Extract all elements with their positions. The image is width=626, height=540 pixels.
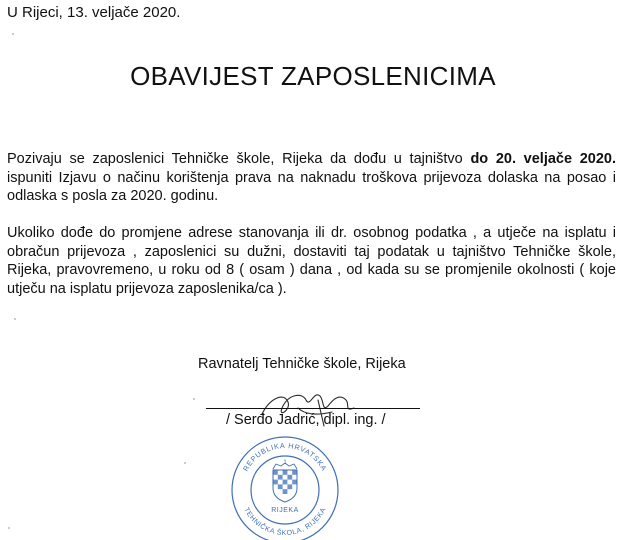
seal-city: RIJEKA	[271, 507, 299, 514]
scan-speck	[12, 33, 14, 35]
scan-speck	[14, 318, 16, 320]
seal-top-text-path: REPUBLIKA HRVATSKA	[240, 440, 330, 473]
scan-speck	[193, 398, 195, 400]
page-title: OBAVIJEST ZAPOSLENICIMA	[130, 61, 496, 91]
signer-title: Ravnatelj Tehničke škole, Rijeka	[198, 356, 406, 372]
seal-bottom-text-path: TEHNIČKA ŠKOLA, RIJEKA	[242, 506, 328, 538]
signer-name: / Serđo Jadrić, dipl. ing. /	[226, 412, 386, 428]
paragraph-invitation-text-end: ispuniti Izjavu o načinu korištenja prava na naknadu troškova prijevoza dolaska na posao i odlaska s posla za 2020. godinu.	[7, 169, 616, 204]
paragraph-address-change: Ukoliko dođe do promjene adrese stanovanja ili dr. osobnog podatka , a utječe na isplatu i obračun prijevoza , zaposlenici su dužni, dostaviti taj podatak u tajništvo Tehničke škole, Rijeka, pravovremeno, u roku od 8 ( osam ) dana , od kada su se promjenile okolnosti ( koje utječu na isplatu prijevoza zaposlenika/ca ).	[7, 225, 616, 297]
place-date: U Rijeci, 13. veljače 2020.	[7, 4, 181, 21]
scan-speck	[184, 462, 186, 464]
deadline-date: do 20. veljače 2020.	[470, 151, 617, 167]
seal-number: 1	[283, 460, 287, 466]
scan-speck	[8, 527, 10, 529]
paragraph-invitation	[7, 150, 616, 206]
coat-of-arms-icon	[273, 463, 297, 502]
official-seal	[226, 432, 344, 540]
signature-line	[206, 408, 420, 409]
seal-top-text	[241, 441, 329, 473]
paragraph-invitation-text-start: Pozivaju se zaposlenici Tehničke škole, Rijeka da dođu u tajništvo	[7, 151, 471, 167]
